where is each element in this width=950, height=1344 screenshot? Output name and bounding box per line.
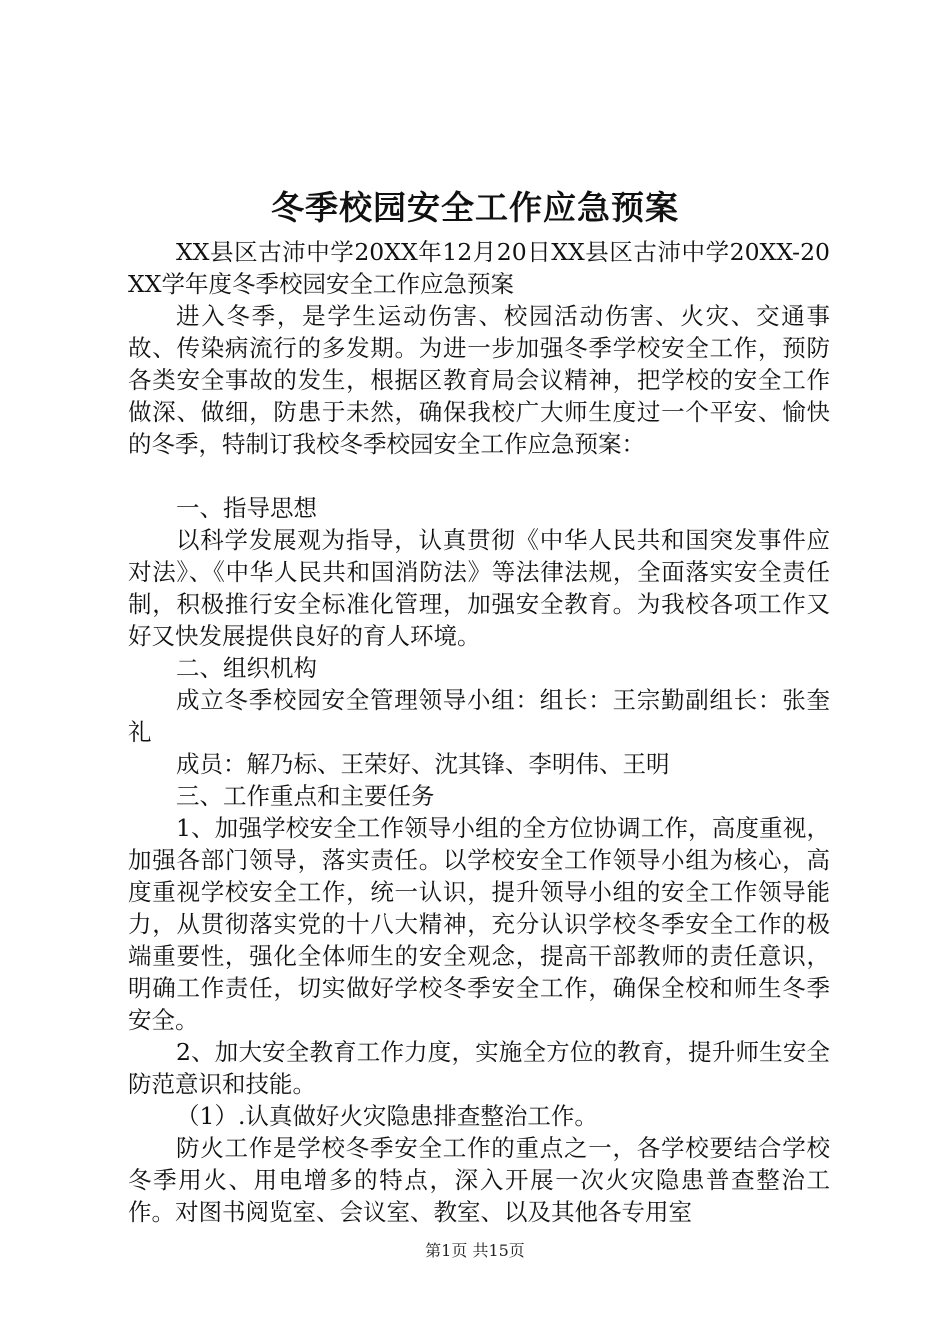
section-heading-guiding-ideology: 一、指导思想 bbox=[176, 494, 317, 522]
paragraph-members: 成员：解乃标、王荣好、沈其锋、李明伟、王明 bbox=[176, 750, 670, 778]
paragraph-intro: 进入冬季，是学生运动伤害、校园活动伤害、火灾、交通事故、传染病流行的多发期。为进一步加强冬季学校安全工作，预防各类安全事故的发生，根据区教育局会议精神，把学校的安全工作做深、做细，防患于未然，确保我校广大师生度过一个平安、愉快的冬季，特制订我校冬季校园安全工作应急预案： bbox=[128, 302, 830, 458]
paragraph-subtask-1: （1）.认真做好火灾隐患排查整治工作。 bbox=[176, 1102, 598, 1130]
page-footer: 第1页 共15页 bbox=[425, 1241, 525, 1260]
paragraph-leadership-group: 成立冬季校园安全管理领导小组：组长：王宗勤副组长：张奎礼 bbox=[128, 686, 830, 746]
section-heading-organization: 二、组织机构 bbox=[176, 654, 317, 682]
paragraph-fire-prevention: 防火工作是学校冬季安全工作的重点之一，各学校要结合学校冬季用火、用电增多的特点，深入开展一次火灾隐患普查整治工作。对图书阅览室、会议室、教室、以及其他各专用室 bbox=[128, 1134, 830, 1226]
blank-line bbox=[128, 460, 830, 492]
paragraph-task-2: 2、加大安全教育工作力度，实施全方位的教育，提升师生安全防范意识和技能。 bbox=[128, 1038, 830, 1098]
document-body bbox=[128, 236, 830, 1228]
document-title: 冬季校园安全工作应急预案 bbox=[271, 188, 679, 227]
section-heading-key-tasks: 三、工作重点和主要任务 bbox=[176, 782, 435, 810]
paragraph-header-info: XX县区古沛中学20XX年12月20日XX县区古沛中学20XX-20XX学年度冬季校园安全工作应急预案 bbox=[128, 238, 830, 298]
paragraph-guiding-ideology: 以科学发展观为指导，认真贯彻《中华人民共和国突发事件应对法》、《中华人民共和国消防法》等法律法规，全面落实安全责任制，积极推行安全标准化管理，加强安全教育。为我校各项工作又好又快发展提供良好的育人环境。 bbox=[128, 526, 830, 650]
paragraph-task-1: 1、加强学校安全工作领导小组的全方位协调工作，高度重视，加强各部门领导，落实责任。以学校安全工作领导小组为核心，高度重视学校安全工作，统一认识，提升领导小组的安全工作领导能力，从贯彻落实党的十八大精神，充分认识学校冬季安全工作的极端重要性，强化全体师生的安全观念，提高干部教师的责任意识，明确工作责任，切实做好学校冬季安全工作，确保全校和师生冬季安全。 bbox=[128, 814, 830, 1034]
